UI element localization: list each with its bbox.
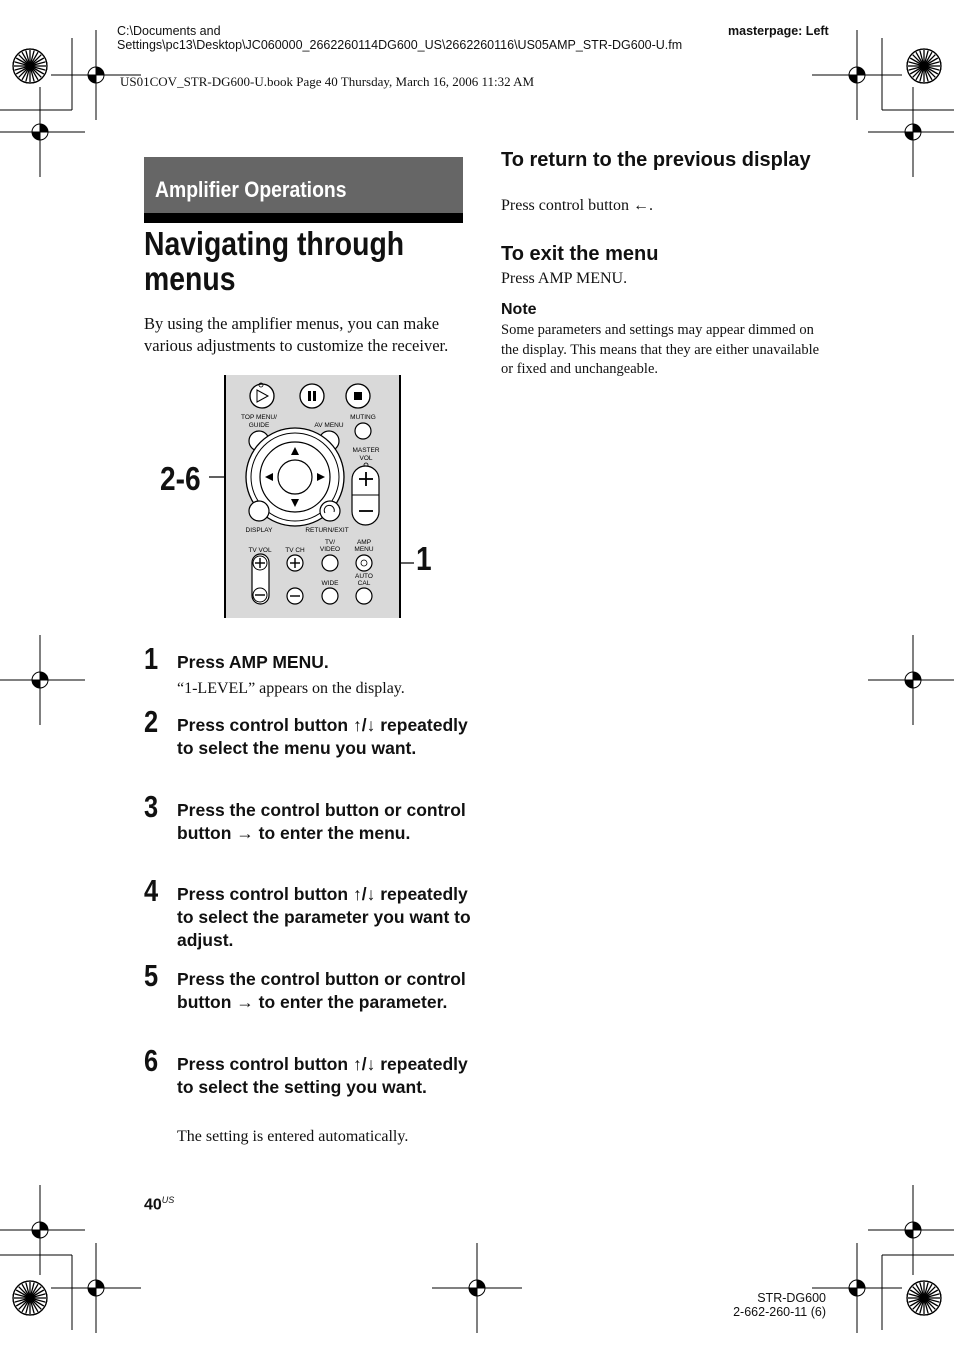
label-top-menu: TOP MENU/ — [241, 414, 277, 421]
step-number: 2 — [144, 704, 159, 739]
label-cal: CAL — [357, 580, 371, 587]
exit-heading: To exit the menu — [501, 243, 659, 265]
muting-button — [355, 423, 371, 439]
label-master: MASTER — [352, 447, 380, 454]
step-text: Press AMP MENU. — [177, 652, 329, 672]
book-info-line: US01COV_STR-DG600-U.book Page 40 Thursday, March 16, 2006 11:32 AM — [120, 74, 535, 89]
label-auto: AUTO — [355, 573, 373, 580]
return-text: Press control button ←. — [501, 197, 653, 214]
return-heading: To return to the previous display — [501, 149, 811, 171]
model-name: STR-DG600 — [757, 1291, 826, 1305]
display-button — [249, 501, 269, 521]
step-text: Press the control button or control button → to enter the parameter. — [177, 969, 466, 1012]
step-text: Press control button ↑/↓ repeatedly to select the parameter you want to adjust. — [177, 884, 471, 950]
step-text: Press control button ↑/↓ repeatedly to select the setting you want. — [177, 1054, 468, 1097]
step-number: 5 — [144, 958, 159, 993]
step-number: 4 — [144, 873, 159, 908]
label-video: VIDEO — [319, 546, 341, 553]
amp-menu-button — [356, 555, 372, 571]
section-label: Amplifier Operations — [155, 177, 347, 202]
step-text: Press the control button or control button → to enter the menu. — [177, 800, 466, 843]
page-title: Navigating through menus — [144, 225, 405, 297]
label-tv-vol: TV VOL — [248, 547, 272, 554]
return-button — [320, 501, 340, 521]
step-number: 6 — [144, 1043, 159, 1078]
label-muting: MUTING — [350, 414, 376, 421]
step-number: 3 — [144, 789, 159, 824]
note-heading: Note — [501, 301, 537, 318]
label-amp: AMP — [356, 539, 372, 546]
tv-video-button — [322, 555, 338, 571]
callout-steps: 2-6 — [160, 460, 201, 497]
label-return-exit: RETURN/EXIT — [305, 527, 349, 534]
label-display: DISPLAY — [245, 527, 273, 534]
step-text: Press control button ↑/↓ repeatedly to select the menu you want. — [177, 715, 468, 758]
page-number: $40^{US}$ — [144, 1195, 175, 1214]
exit-text: Press AMP MENU. — [501, 270, 628, 287]
callout-step-1: 1 — [416, 540, 432, 577]
label-wide: WIDE — [321, 580, 339, 587]
file-path: C:\Documents and Settings\pc13\Desktop\JC060000_2662260114DG600_US\2662260116\US05AMP_STR-DG600-U.fm — [117, 24, 683, 52]
note-text: Some parameters and settings may appear dimmed on the display. This means that they are either unavailable or fixed and unchangeable. — [501, 322, 820, 377]
label-tv: TV/ — [324, 539, 336, 546]
masterpage-label: masterpage: Left — [728, 24, 829, 38]
pause-button — [300, 384, 324, 408]
label-tv-ch: TV CH — [285, 547, 305, 554]
enter-button — [278, 460, 312, 494]
step-note: The setting is entered automatically. — [177, 1128, 409, 1145]
label-vol: VOL — [359, 455, 373, 462]
step-number: 1 — [144, 641, 159, 676]
step-note: “1-LEVEL” appears on the display. — [177, 680, 405, 697]
intro-paragraph: By using the amplifier menus, you can make various adjustments to customize the receiver. — [144, 314, 449, 355]
label-menu: MENU — [354, 546, 374, 553]
label-av-menu: AV MENU — [314, 422, 344, 429]
label-guide: GUIDE — [248, 422, 270, 429]
wide-button — [322, 588, 338, 604]
model-info — [724, 1291, 826, 1319]
model-code: 2-662-260-11 (6) — [733, 1305, 826, 1319]
auto-cal-button — [356, 588, 372, 604]
